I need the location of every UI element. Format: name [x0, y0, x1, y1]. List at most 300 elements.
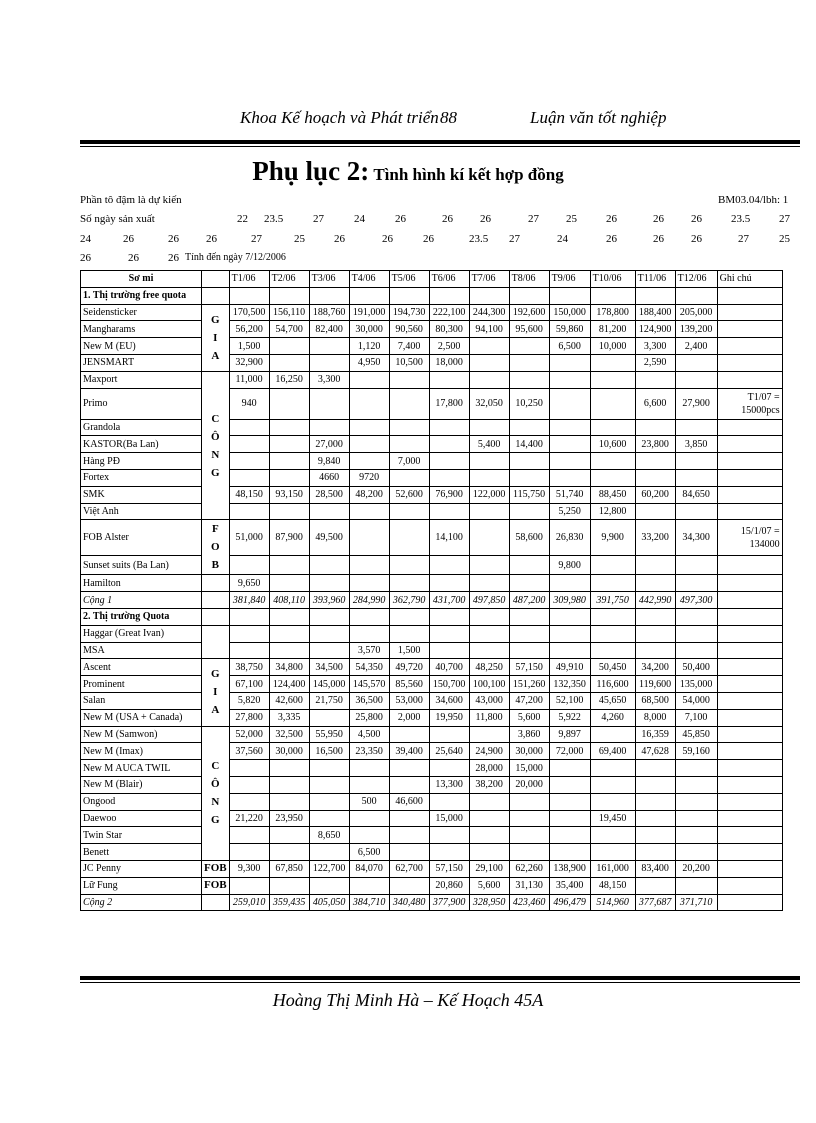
- working-day-value: 26: [442, 213, 453, 225]
- value-cell: 59,160: [675, 743, 717, 760]
- value-cell: 53,000: [389, 692, 429, 709]
- value-cell: 76,900: [429, 486, 469, 503]
- value-cell: [469, 419, 509, 436]
- value-cell: 43,000: [469, 692, 509, 709]
- value-cell: [229, 419, 269, 436]
- thesis-label: Luận văn tốt nghiệp: [530, 108, 667, 127]
- value-cell: [309, 709, 349, 726]
- value-cell: 67,100: [229, 676, 269, 693]
- value-cell: [509, 338, 549, 355]
- value-cell: 1,500: [229, 338, 269, 355]
- working-day-value: 23.5: [264, 213, 284, 225]
- value-cell: 119,600: [635, 676, 675, 693]
- group-label-cong-2: C Ô N G: [202, 726, 230, 860]
- value-cell: 88,450: [590, 486, 635, 503]
- value-cell: [309, 642, 349, 659]
- value-cell: [229, 776, 269, 793]
- value-cell: 4,950: [349, 354, 389, 371]
- value-cell: 150,700: [429, 676, 469, 693]
- working-day-value: 26: [334, 233, 345, 245]
- value-cell: 40,700: [429, 659, 469, 676]
- value-cell: [549, 793, 590, 810]
- value-cell: 377,687: [635, 894, 675, 911]
- value-cell: [469, 642, 509, 659]
- value-cell: 56,200: [229, 321, 269, 338]
- value-cell: [429, 827, 469, 844]
- value-cell: [469, 810, 509, 827]
- value-cell: 20,860: [429, 877, 469, 894]
- value-cell: 309,980: [549, 592, 590, 609]
- row-label: KASTOR(Ba Lan): [81, 436, 202, 453]
- value-cell: 500: [349, 793, 389, 810]
- value-cell: [309, 388, 349, 419]
- table-cell: [429, 608, 469, 625]
- value-cell: 2,590: [635, 354, 675, 371]
- note-cell: [717, 844, 782, 861]
- value-cell: 25,800: [349, 709, 389, 726]
- value-cell: [675, 844, 717, 861]
- value-cell: 5,250: [549, 503, 590, 520]
- row-label: Lữ Fung: [81, 877, 202, 894]
- value-cell: 192,600: [509, 304, 549, 321]
- value-cell: 194,730: [389, 304, 429, 321]
- value-cell: [590, 793, 635, 810]
- row-label: Daewoo: [81, 810, 202, 827]
- note-cell: [717, 503, 782, 520]
- value-cell: 82,400: [309, 321, 349, 338]
- section-title: 2. Thị trường Quota: [81, 608, 202, 625]
- value-cell: [269, 844, 309, 861]
- row-label: Ongood: [81, 793, 202, 810]
- table-cell: [509, 287, 549, 304]
- value-cell: [429, 726, 469, 743]
- faculty-name: Khoa Kế hoạch và Phát triển: [240, 108, 439, 127]
- note-cell: [717, 338, 782, 355]
- working-day-value: 26: [480, 213, 491, 225]
- value-cell: [229, 877, 269, 894]
- value-cell: [675, 827, 717, 844]
- value-cell: 115,750: [509, 486, 549, 503]
- fob-label: FOB: [202, 860, 230, 877]
- value-cell: 68,500: [635, 692, 675, 709]
- table-cell: [509, 608, 549, 625]
- value-cell: [229, 760, 269, 777]
- value-cell: 377,900: [429, 894, 469, 911]
- value-cell: 83,400: [635, 860, 675, 877]
- value-cell: 1,500: [389, 642, 429, 659]
- column-header: T10/06: [590, 271, 635, 288]
- value-cell: [309, 354, 349, 371]
- value-cell: [429, 760, 469, 777]
- value-cell: [635, 827, 675, 844]
- working-day-value: 26: [423, 233, 434, 245]
- value-cell: [675, 556, 717, 575]
- value-cell: 57,150: [509, 659, 549, 676]
- table-cell: [229, 608, 269, 625]
- working-day-value: 26: [80, 252, 91, 264]
- value-cell: 514,960: [590, 894, 635, 911]
- value-cell: [229, 503, 269, 520]
- row-label: Ascent: [81, 659, 202, 676]
- note-cell: [717, 810, 782, 827]
- value-cell: [309, 793, 349, 810]
- value-cell: [269, 793, 309, 810]
- working-day-value: 26: [206, 233, 217, 245]
- value-cell: 45,850: [675, 726, 717, 743]
- value-cell: 4,260: [590, 709, 635, 726]
- value-cell: [389, 371, 429, 388]
- value-cell: 54,350: [349, 659, 389, 676]
- value-cell: 124,400: [269, 676, 309, 693]
- value-cell: 10,000: [590, 338, 635, 355]
- value-cell: 60,200: [635, 486, 675, 503]
- value-cell: 408,110: [269, 592, 309, 609]
- value-cell: 29,100: [469, 860, 509, 877]
- value-cell: 80,300: [429, 321, 469, 338]
- value-cell: [590, 354, 635, 371]
- value-cell: [229, 827, 269, 844]
- table-cell: [469, 287, 509, 304]
- note-cell: [717, 371, 782, 388]
- total-row-2: [81, 894, 783, 911]
- value-cell: 62,700: [389, 860, 429, 877]
- table-cell: [635, 608, 675, 625]
- value-cell: [269, 338, 309, 355]
- value-cell: 85,560: [389, 676, 429, 693]
- value-cell: [675, 354, 717, 371]
- note-cell: [717, 304, 782, 321]
- value-cell: [389, 575, 429, 592]
- value-cell: 8,650: [309, 827, 349, 844]
- value-cell: 362,790: [389, 592, 429, 609]
- value-cell: [635, 642, 675, 659]
- value-cell: [469, 844, 509, 861]
- value-cell: 151,260: [509, 676, 549, 693]
- table-row: [81, 486, 783, 503]
- value-cell: 62,260: [509, 860, 549, 877]
- value-cell: 46,600: [389, 793, 429, 810]
- note-cell: [717, 642, 782, 659]
- table-cell: [389, 287, 429, 304]
- value-cell: 51,000: [229, 520, 269, 556]
- value-cell: 4660: [309, 469, 349, 486]
- value-cell: 45,650: [590, 692, 635, 709]
- working-day-value: 26: [168, 252, 179, 264]
- value-cell: 48,150: [590, 877, 635, 894]
- value-cell: 132,350: [549, 676, 590, 693]
- value-cell: [635, 793, 675, 810]
- value-cell: 95,600: [509, 321, 549, 338]
- value-cell: [469, 520, 509, 556]
- page-footer: Hoàng Thị Minh Hà – Kế Hoạch 45A: [272, 990, 544, 1010]
- table-row: [81, 520, 783, 556]
- value-cell: 3,850: [675, 436, 717, 453]
- table-cell: [309, 608, 349, 625]
- value-cell: [509, 625, 549, 642]
- value-cell: 340,480: [389, 894, 429, 911]
- section-title: 1. Thị trường free quota: [81, 287, 202, 304]
- value-cell: 52,600: [389, 486, 429, 503]
- footer-rule-thick: [80, 976, 800, 980]
- value-cell: [229, 556, 269, 575]
- value-cell: 17,800: [429, 388, 469, 419]
- value-cell: [675, 371, 717, 388]
- table-header-row: [81, 271, 783, 288]
- value-cell: [349, 776, 389, 793]
- value-cell: [389, 503, 429, 520]
- value-cell: [269, 827, 309, 844]
- note-cell: T1/07 = 15000pcs: [717, 388, 782, 419]
- row-label: Prominent: [81, 676, 202, 693]
- value-cell: [635, 469, 675, 486]
- note-cell: [717, 709, 782, 726]
- table-cell: [675, 608, 717, 625]
- table-row: [81, 436, 783, 453]
- value-cell: [269, 642, 309, 659]
- value-cell: [389, 776, 429, 793]
- value-cell: 116,600: [590, 676, 635, 693]
- value-cell: 384,710: [349, 894, 389, 911]
- row-label: Cộng 2: [81, 894, 202, 911]
- value-cell: [675, 793, 717, 810]
- value-cell: 423,460: [509, 894, 549, 911]
- value-cell: [389, 810, 429, 827]
- row-label: JENSMART: [81, 354, 202, 371]
- value-cell: 9,900: [590, 520, 635, 556]
- row-label: Fortex: [81, 469, 202, 486]
- value-cell: 49,910: [549, 659, 590, 676]
- value-cell: 18,000: [429, 354, 469, 371]
- value-cell: 37,560: [229, 743, 269, 760]
- value-cell: 150,000: [549, 304, 590, 321]
- value-cell: [309, 810, 349, 827]
- note-cell: [717, 625, 782, 642]
- value-cell: 5,820: [229, 692, 269, 709]
- value-cell: 94,100: [469, 321, 509, 338]
- highlight-note: Phần tô đậm là dự kiến: [80, 194, 182, 206]
- note-cell: [717, 659, 782, 676]
- group-label-gia-2: G I A: [202, 659, 230, 726]
- value-cell: [469, 556, 509, 575]
- value-cell: 20,000: [509, 776, 549, 793]
- value-cell: 11,000: [229, 371, 269, 388]
- value-cell: 34,200: [635, 659, 675, 676]
- value-cell: [269, 776, 309, 793]
- section-free-quota: [81, 287, 783, 304]
- value-cell: [429, 436, 469, 453]
- value-cell: 122,700: [309, 860, 349, 877]
- value-cell: 52,100: [549, 692, 590, 709]
- value-cell: [675, 642, 717, 659]
- table-cell: [202, 608, 230, 625]
- value-cell: 38,750: [229, 659, 269, 676]
- value-cell: 431,700: [429, 592, 469, 609]
- value-cell: 7,000: [389, 453, 429, 470]
- value-cell: [229, 642, 269, 659]
- value-cell: 8,000: [635, 709, 675, 726]
- value-cell: [429, 556, 469, 575]
- fob-label: FOB: [202, 877, 230, 894]
- value-cell: 81,200: [590, 321, 635, 338]
- value-cell: [469, 726, 509, 743]
- row-label: Twin Star: [81, 827, 202, 844]
- table-row: [81, 810, 783, 827]
- working-day-value: 25: [779, 233, 790, 245]
- value-cell: [349, 371, 389, 388]
- value-cell: [349, 625, 389, 642]
- table-cell: [717, 287, 782, 304]
- table-cell: [590, 608, 635, 625]
- value-cell: [349, 436, 389, 453]
- table-cell: [549, 287, 590, 304]
- working-day-value: 26: [382, 233, 393, 245]
- working-day-value: 27: [251, 233, 262, 245]
- value-cell: 23,950: [269, 810, 309, 827]
- value-cell: [269, 625, 309, 642]
- value-cell: 24,900: [469, 743, 509, 760]
- table-cell: [202, 287, 230, 304]
- value-cell: 23,350: [349, 743, 389, 760]
- value-cell: [309, 844, 349, 861]
- value-cell: [469, 371, 509, 388]
- value-cell: 27,900: [675, 388, 717, 419]
- value-cell: 381,840: [229, 592, 269, 609]
- value-cell: 14,100: [429, 520, 469, 556]
- column-header: [202, 271, 230, 288]
- value-cell: 124,900: [635, 321, 675, 338]
- value-cell: [590, 469, 635, 486]
- value-cell: [389, 844, 429, 861]
- value-cell: [590, 575, 635, 592]
- table-row: [81, 354, 783, 371]
- value-cell: [549, 642, 590, 659]
- page-header: [0, 108, 816, 138]
- table-row: [81, 556, 783, 575]
- value-cell: 32,500: [269, 726, 309, 743]
- row-label: Cộng 1: [81, 592, 202, 609]
- group-label-empty: [202, 625, 230, 659]
- note-cell: [717, 776, 782, 793]
- value-cell: [635, 760, 675, 777]
- value-cell: [349, 556, 389, 575]
- value-cell: [269, 453, 309, 470]
- footer-rule-thin: [80, 982, 800, 983]
- note-cell: [717, 827, 782, 844]
- value-cell: 188,760: [309, 304, 349, 321]
- value-cell: [635, 844, 675, 861]
- value-cell: [509, 844, 549, 861]
- value-cell: 13,300: [429, 776, 469, 793]
- value-cell: 145,000: [309, 676, 349, 693]
- table-cell: [429, 287, 469, 304]
- working-day-value: 25: [294, 233, 305, 245]
- note-cell: [717, 877, 782, 894]
- value-cell: [389, 419, 429, 436]
- value-cell: 497,300: [675, 592, 717, 609]
- value-cell: 39,400: [389, 743, 429, 760]
- row-label: Grandola: [81, 419, 202, 436]
- value-cell: 3,300: [309, 371, 349, 388]
- note-cell: [717, 894, 782, 911]
- value-cell: [509, 575, 549, 592]
- form-code: BM03.04/lbh: 1: [718, 194, 789, 206]
- working-day-value: 26: [606, 233, 617, 245]
- header-rule-thin: [80, 146, 800, 147]
- note-cell: [717, 436, 782, 453]
- value-cell: [549, 575, 590, 592]
- value-cell: [635, 877, 675, 894]
- value-cell: 35,400: [549, 877, 590, 894]
- value-cell: [549, 760, 590, 777]
- value-cell: 7,400: [389, 338, 429, 355]
- value-cell: [269, 877, 309, 894]
- section-quota: [81, 608, 783, 625]
- row-label: Benett: [81, 844, 202, 861]
- value-cell: 30,000: [269, 743, 309, 760]
- note-cell: [717, 419, 782, 436]
- value-cell: [309, 419, 349, 436]
- value-cell: [429, 469, 469, 486]
- value-cell: [429, 371, 469, 388]
- row-label: New M (Blair): [81, 776, 202, 793]
- value-cell: 328,950: [469, 894, 509, 911]
- table-cell: [349, 287, 389, 304]
- value-cell: [389, 388, 429, 419]
- table-row: [81, 469, 783, 486]
- value-cell: [590, 642, 635, 659]
- value-cell: [429, 844, 469, 861]
- value-cell: [229, 844, 269, 861]
- value-cell: [309, 625, 349, 642]
- value-cell: 58,600: [509, 520, 549, 556]
- table-row: [81, 321, 783, 338]
- value-cell: 54,000: [675, 692, 717, 709]
- note-cell: [717, 453, 782, 470]
- value-cell: [269, 556, 309, 575]
- value-cell: [509, 556, 549, 575]
- value-cell: [509, 827, 549, 844]
- table-cell: [717, 608, 782, 625]
- column-header: Sơ mi: [81, 271, 202, 288]
- value-cell: [635, 556, 675, 575]
- row-label: New M (Imax): [81, 743, 202, 760]
- value-cell: 135,000: [675, 676, 717, 693]
- value-cell: [675, 419, 717, 436]
- note-cell: [717, 760, 782, 777]
- value-cell: 178,800: [590, 304, 635, 321]
- value-cell: 122,000: [469, 486, 509, 503]
- value-cell: [549, 453, 590, 470]
- working-day-value: 26: [168, 233, 179, 245]
- value-cell: 12,800: [590, 503, 635, 520]
- value-cell: [675, 625, 717, 642]
- working-day-value: 25: [566, 213, 577, 225]
- value-cell: [429, 419, 469, 436]
- value-cell: 27,000: [309, 436, 349, 453]
- table-cell: [229, 287, 269, 304]
- value-cell: [469, 625, 509, 642]
- value-cell: [509, 354, 549, 371]
- value-cell: 161,000: [590, 860, 635, 877]
- value-cell: 49,720: [389, 659, 429, 676]
- working-day-value: 27: [779, 213, 790, 225]
- table-cell: [635, 287, 675, 304]
- value-cell: [389, 760, 429, 777]
- value-cell: 487,200: [509, 592, 549, 609]
- value-cell: 940: [229, 388, 269, 419]
- value-cell: [389, 556, 429, 575]
- value-cell: [635, 453, 675, 470]
